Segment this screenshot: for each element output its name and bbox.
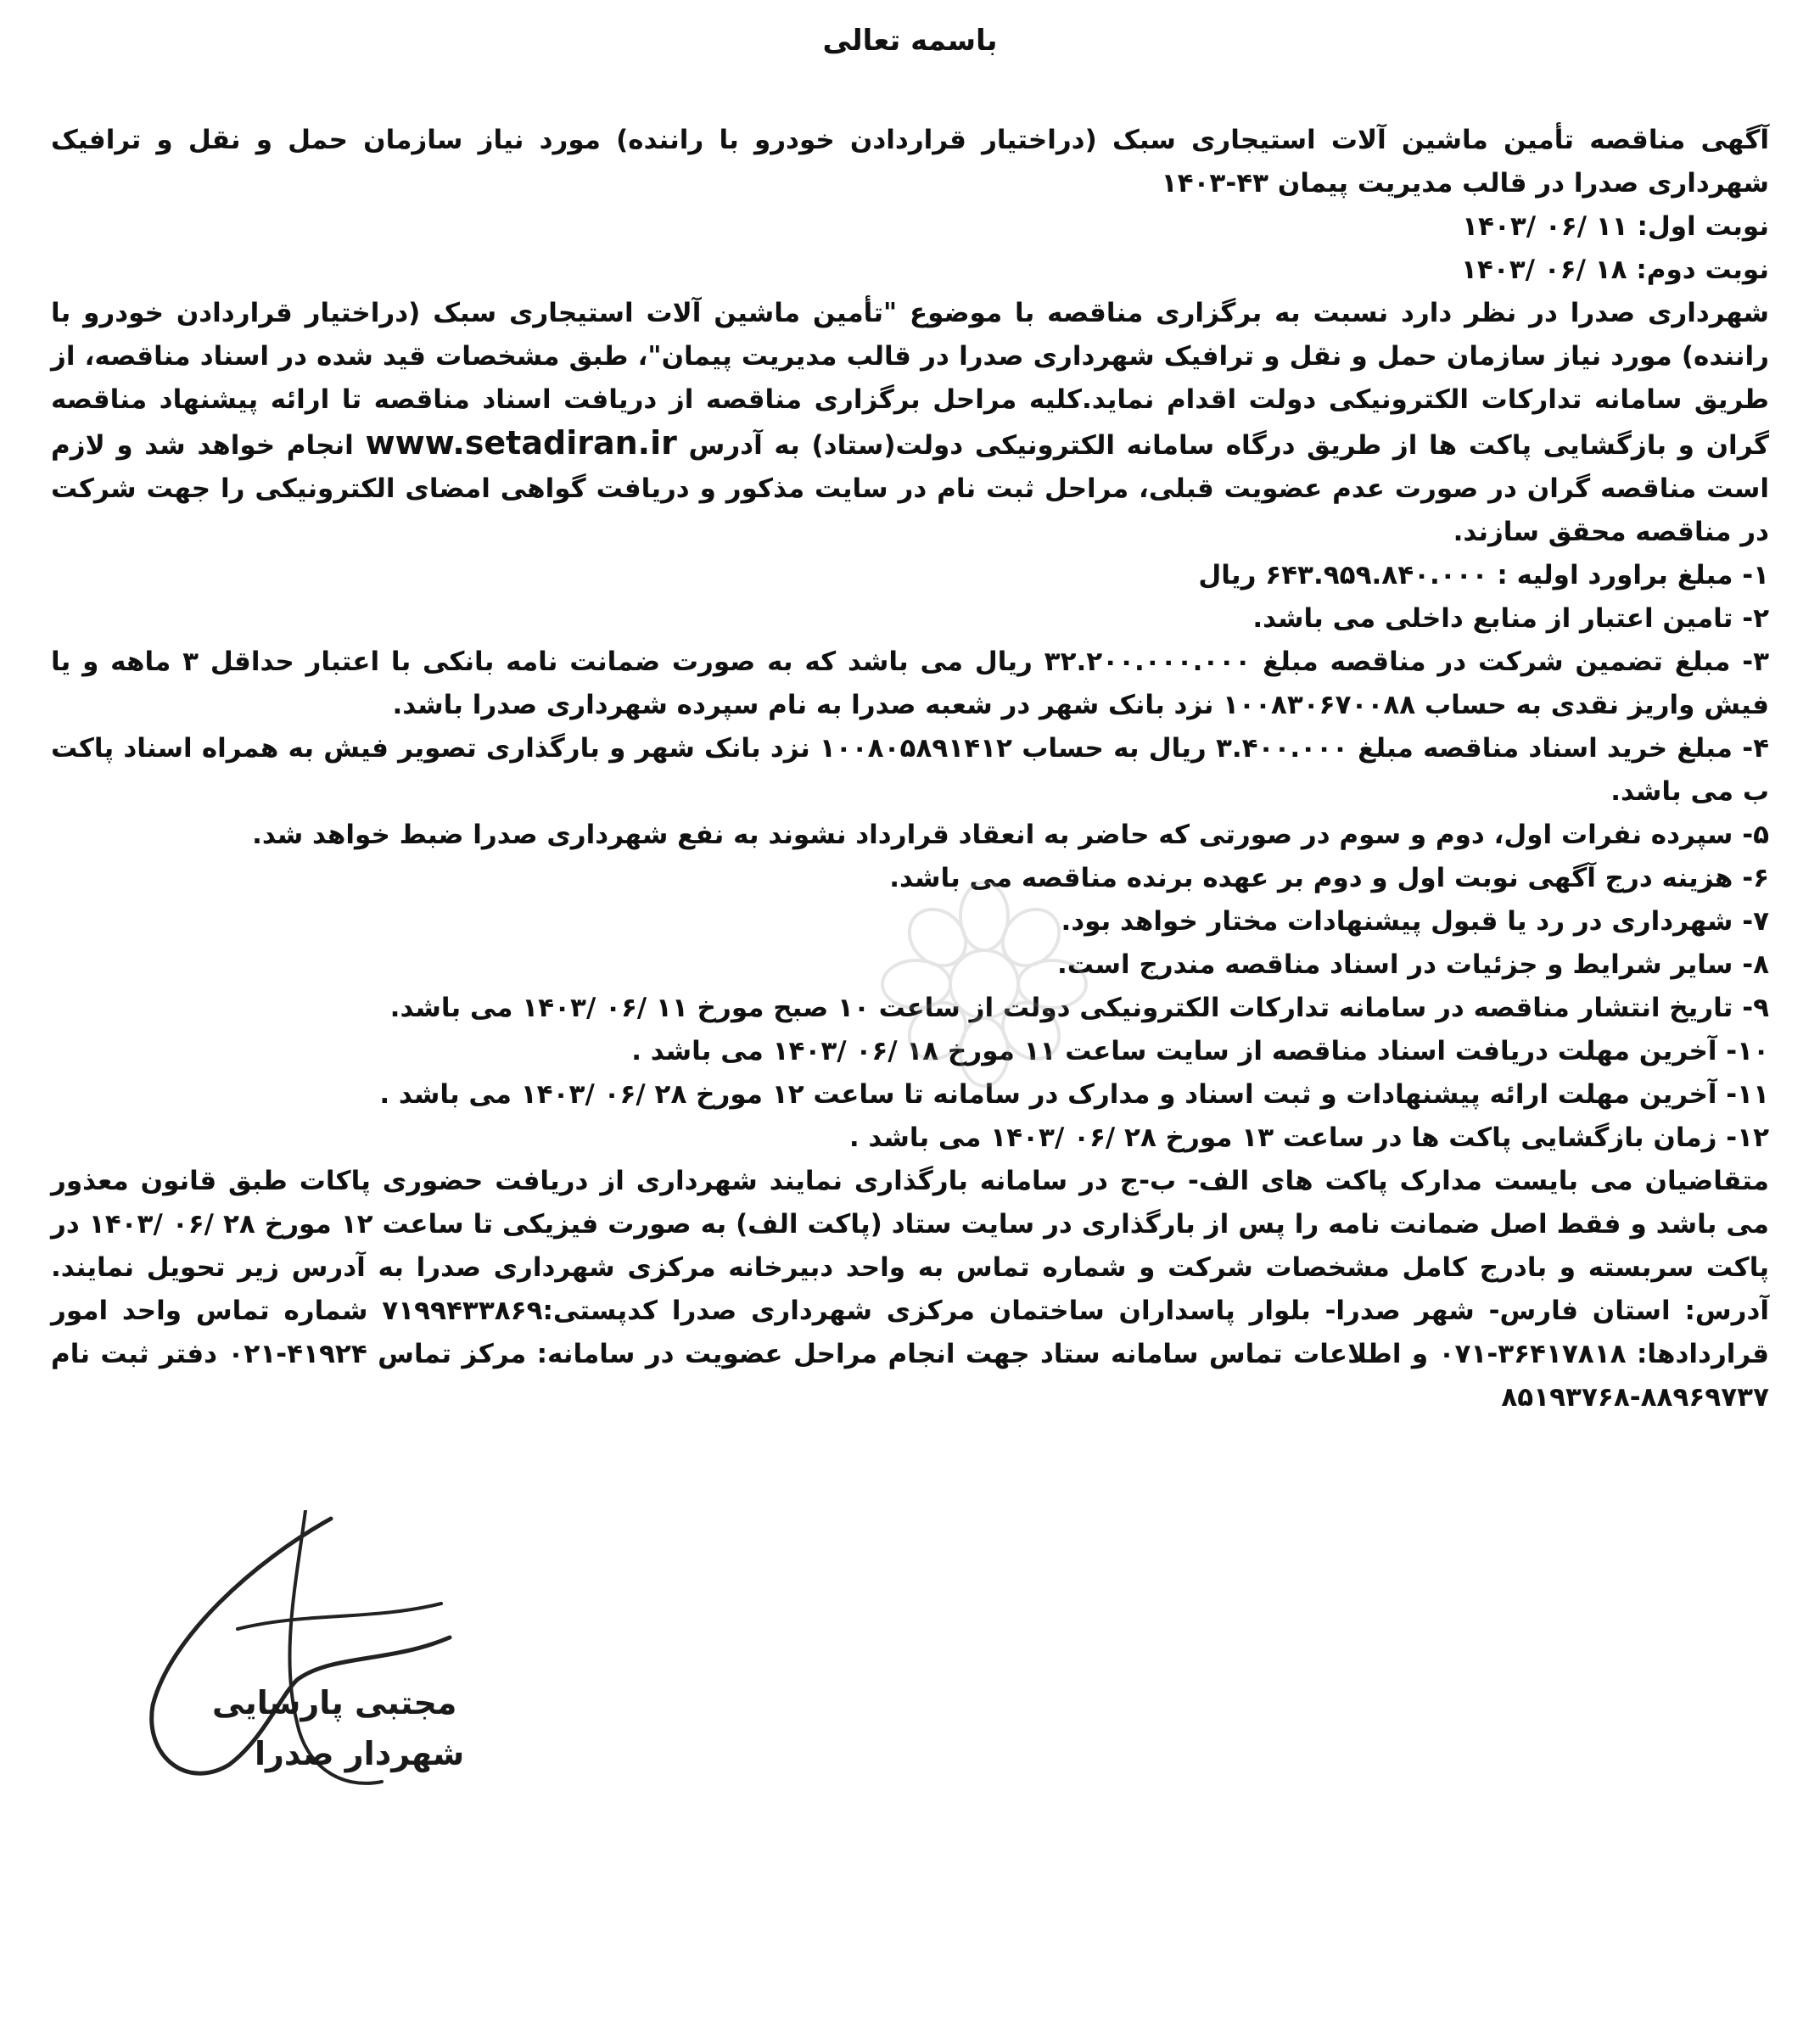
list-item: ۹- تاریخ انتشار مناقصه در سامانه تدارکات الکترونیکی دولت از ساعت ۱۰ صبح مورخ ۱۱ /۰۶ /۱۴۰۳ می باشد. (389, 993, 1769, 1023)
list-item: ۶- هزینه درج آگهی نوبت اول و دوم بر عهده برنده مناقصه می باشد. (889, 863, 1769, 893)
list-item: ۷- شهرداری در رد یا قبول پیشنهادات مختار خواهد بود. (1061, 906, 1769, 937)
list-item: ۱۰- آخرین مهلت دریافت اسناد مناقصه از سایت ساعت ۱۱ مورخ ۱۸ /۰۶ /۱۴۰۳ می باشد . (631, 1036, 1769, 1066)
list-item: ۴- مبلغ خرید اسناد مناقصه مبلغ ۳.۴۰۰.۰۰۰ ریال به حساب ۱۰۰۸۰۵۸۹۱۴۱۲ نزد بانک شهر و بارگذاری تصویر فیش به همراه اسناد پاکت ب می باشد. (51, 733, 1769, 807)
intro-part-1: شهرداری صدرا در نظر دارد نسبت به برگزاری مناقصه با موضوع "تأمین ماشین آلات استیجاری سبک (دراختیار قراردادن خودرو با راننده) مورد نیاز سازمان حمل و نقل و ترافیک شهرداری صدرا در قالب مدیریت پیمان"، طبق مشخصات قید شده در اسناد مناقصه، از طریق سامانه تدارکات الکترونیکی دولت اقدام نماید.کلیه مراحل برگزاری مناقصه از دریافت اسناد مناقصه تا ارائه پیشنهاد مناقصه گران و بازگشایی پاکت ها از طریق درگاه سامانه الکترونیکی دولت(ستاد) به آدرس (51, 298, 1769, 461)
stamp-watermark-icon (857, 857, 1112, 1111)
intro-part-2: انجام خواهد شد و لازم است مناقصه گران در صورت عدم عضویت قبلی، مراحل ثبت نام در سایت مذکور و دریافت گواهی امضای الکترونیکی را جهت شرکت در مناقصه محقق سازند. (51, 430, 1769, 547)
list-item: ۳- مبلغ تضمین شرکت در مناقصه مبلغ ۳۲.۲۰۰.۰۰۰.۰۰۰ ریال می باشد که به صورت ضمانت نامه بانکی با اعتبار حداقل ۳ ماهه و یا فیش واریز نقدی به حساب ۱۰۰۸۳۰۶۷۰۰۸۸ نزد بانک شهر در شعبه صدرا به نام سپرده شهرداری صدرا باشد. (51, 646, 1769, 720)
document-header-title: باسمه تعالی (822, 24, 998, 58)
first-round-date: نوبت اول: ۱۱ /۰۶ /۱۴۰۳ (1462, 211, 1769, 242)
notice-intro (51, 292, 1769, 554)
list-item: ۸- سایر شرایط و جزئیات در اسناد مناقصه مندرج است. (1056, 949, 1769, 980)
second-round-date: نوبت دوم: ۱۸ /۰۶ /۱۴۰۳ (1460, 255, 1769, 285)
list-item: ۱- مبلغ براورد اولیه : ۶۴۳.۹۵۹.۸۴۰.۰۰۰ ریال (1198, 560, 1769, 591)
list-item: ۲- تامین اعتبار از منابع داخلی می باشد. (1252, 603, 1769, 634)
notice-body (51, 119, 1769, 1419)
list-item: ۵- سپرده نفرات اول، دوم و سوم در صورتی که حاضر به انعقاد قرارداد نشوند به نفع شهرداری صدرا ضبط خواهد شد. (252, 820, 1769, 850)
list-item: ۱۱- آخرین مهلت ارائه پیشنهادات و ثبت اسناد و مدارک در سامانه تا ساعت ۱۲ مورخ ۲۸ /۰۶ /۱۴۰۳ می باشد . (379, 1079, 1769, 1110)
notice-heading: آگهی مناقصه تأمین ماشین آلات استیجاری سبک (دراختیار قراردادن خودرو با راننده) مورد نیاز سازمان حمل و نقل و ترافیک شهرداری صدرا در قالب مدیریت پیمان ۴۳-۱۴۰۳ (51, 125, 1769, 199)
setad-website-link[interactable]: www.setadiran.ir (365, 424, 677, 462)
signatory-name: مجتبی پارسایی (212, 1684, 457, 1721)
list-item: ۱۲- زمان بازگشایی پاکت ها در ساعت ۱۳ مورخ ۲۸ /۰۶ /۱۴۰۳ می باشد . (848, 1122, 1769, 1153)
notice-closing: متقاضیان می بایست مدارک پاکت های الف- ب-ج در سامانه بارگذاری نمایند شهرداری از دریافت حضوری پاکات طبق قانون معذور می باشد و فقط اصل ضمانت نامه را پس از بارگذاری در سایت ستاد (پاکت الف) به صورت فیزیکی تا ساعت ۱۲ مورخ ۲۸ /۰۶ /۱۴۰۳ در پاکت سربسته و بادرج کامل مشخصات شرکت و شماره تماس به واحد دبیرخانه مرکزی شهرداری صدرا به آدرس زیر تحویل نمایند. آدرس: استان فارس- شهر صدرا- بلوار پاسداران ساختمان مرکزی شهرداری صدرا کدپستی:۷۱۹۹۴۳۳۸۶۹ شماره تماس واحد امور قراردادها: ۳۶۴۱۷۸۱۸-۰۷۱ و اطلاعات تماس سامانه ستاد جهت انجام مراحل عضویت در سامانه: مرکز تماس ۴۱۹۲۴-۰۲۱ دفتر ثبت نام ۸۸۹۶۹۷۳۷-۸۵۱۹۳۷۶۸ (51, 1166, 1770, 1413)
signatory-role: شهردار صدرا (255, 1735, 465, 1772)
